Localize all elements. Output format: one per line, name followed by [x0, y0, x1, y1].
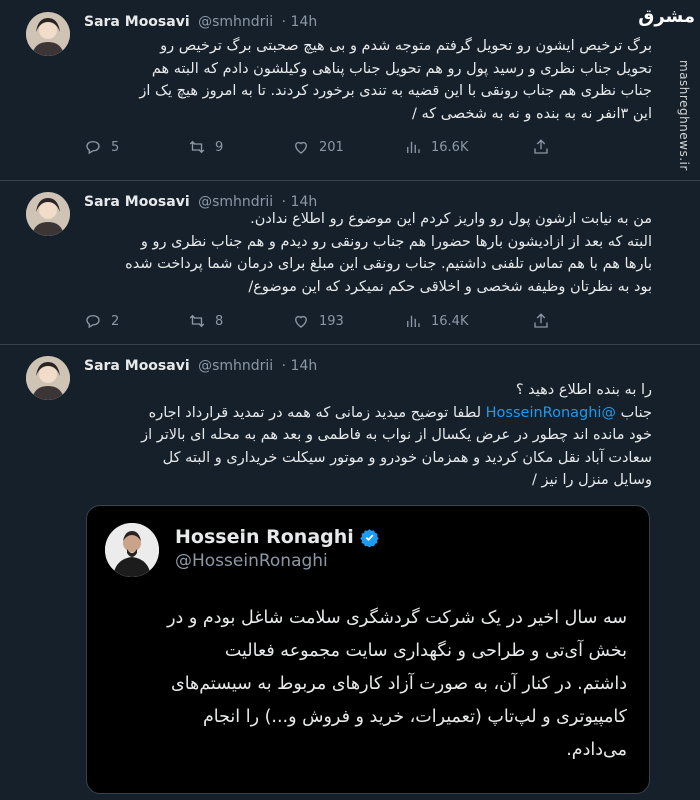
tweet-text [84, 208, 652, 298]
views-button[interactable] [404, 138, 468, 156]
reply-icon [84, 138, 102, 156]
quoted-line: داشتم. در کنار آن، به صورت آزاد کارهای مربوط به سیستم‌های [171, 674, 627, 694]
tweet-line: را به بنده اطلاع دهید ؟ [515, 382, 652, 398]
verified-icon [360, 528, 379, 547]
author-handle[interactable]: @smhndrii [198, 14, 274, 30]
tweet-line: سعادت آباد نقل مکان کردید و همزمان خودرو و موتور سیکلت خریداری و البته کل [162, 449, 652, 466]
tweet-time[interactable]: · 14h [281, 194, 318, 210]
tweet-line [84, 402, 652, 425]
tweet-line: البته که بعد از ازادیشون بارها حضورا هم جناب رونقی رو دیدم و هم جناب نظری رو و [140, 233, 652, 250]
quoted-line: می‌دادم. [566, 740, 627, 760]
tweet-line: وسایل منزل را نیز / [531, 472, 652, 488]
quoted-author-name[interactable] [175, 526, 379, 548]
author-handle[interactable]: @smhndrii [198, 358, 274, 374]
views-icon [404, 138, 422, 156]
tweet-line: این ۳انفر نه به بنده و نه به شخصی که / [412, 105, 652, 122]
tweet-time[interactable]: · 14h [281, 14, 318, 30]
watermark-site: mashreghnews.ir [677, 60, 691, 171]
retweet-icon [188, 138, 206, 156]
like-count: 193 [319, 313, 344, 329]
author-name[interactable]: Sara Moosavi [84, 194, 190, 210]
tweet-text-segment: جناب [615, 404, 652, 421]
tweet-time[interactable]: · 14h [281, 358, 318, 374]
quoted-line: سه سال اخیر در یک شرکت گردشگری سلامت شاغل بودم و در [167, 608, 627, 628]
reply-button[interactable] [84, 138, 119, 156]
tweet-text-segment: لطفا توضیح میدید زمانی که همه در تمدید قرارداد اجاره [148, 404, 486, 421]
retweet-button[interactable] [188, 138, 223, 156]
tweet-text [84, 379, 652, 492]
quoted-line: کامپیوتری و لپ‌تاپ (تعمیرات، خرید و فروش و...) را انجام [202, 707, 627, 727]
author-handle[interactable]: @smhndrii [198, 194, 274, 210]
quoted-tweet-card[interactable] [86, 505, 650, 794]
views-icon [404, 312, 422, 330]
avatar[interactable] [26, 12, 70, 56]
author-name[interactable]: Sara Moosavi [84, 358, 190, 374]
share-icon [532, 312, 550, 330]
quoted-line: بخش آی‌تی و طراحی و نگهداری سایت مجموعه فعالیت [224, 641, 627, 661]
views-button[interactable] [404, 312, 468, 330]
tweet-1[interactable] [0, 0, 700, 181]
share-icon [532, 138, 550, 156]
mention-link[interactable]: @HosseinRonaghi [485, 404, 616, 421]
like-icon [292, 312, 310, 330]
tweet-2[interactable] [0, 180, 700, 345]
avatar[interactable] [26, 356, 70, 400]
tweet-line: من به نیابت ازشون پول رو واریز کردم این موضوع رو اطلاع ندادن. [250, 211, 652, 227]
share-button[interactable] [532, 312, 550, 330]
quoted-author-handle[interactable]: @HosseinRonaghi [175, 551, 328, 571]
avatar[interactable] [26, 192, 70, 236]
author-name[interactable]: Sara Moosavi [84, 14, 190, 30]
like-button[interactable] [292, 312, 344, 330]
quoted-avatar[interactable] [105, 523, 159, 577]
retweet-icon [188, 312, 206, 330]
tweet-line: بارها هم با هم تماس تلفنی داشتیم. جناب رونقی این مبلغ برای درمان شما پرداخت شده [125, 256, 652, 272]
tweet-line: خود مانده اند چطور در عرض یکسال از نواب به فاطمی و بعد هم به محله ای بالاتر از [141, 427, 652, 443]
tweet-line: تحویل جناب نظری و رسید پول رو هم تحویل جناب پناهی وکیلشون دادم که البته هم [151, 60, 652, 77]
reply-icon [84, 312, 102, 330]
like-button[interactable] [292, 138, 344, 156]
share-button[interactable] [532, 138, 550, 156]
retweet-button[interactable] [188, 312, 223, 330]
watermark-logo: مشرق [638, 6, 695, 27]
like-icon [292, 138, 310, 156]
retweet-count: 8 [215, 313, 224, 329]
tweet-actions [84, 138, 554, 158]
views-count: 16.6K [431, 139, 469, 155]
like-count: 201 [319, 139, 344, 155]
tweet-line: بود به نظرتان وظیفه شخصی و اخلاقی حکم نمیکرد که این موضوع/ [248, 278, 652, 295]
quoted-tweet-text [107, 602, 627, 767]
tweet-header [84, 358, 317, 374]
tweet-line: جناب نظری هم جناب رونقی با این قضیه به تندی برخورد کردند. تا به امروز هیچ یک از [139, 83, 652, 99]
reply-button[interactable] [84, 312, 119, 330]
views-count: 16.4K [431, 313, 469, 329]
reply-count: 5 [111, 139, 120, 155]
tweet-header [84, 14, 317, 30]
tweet-line: برگ ترخیص ایشون رو تحویل گرفتم متوجه شدم و بی هیچ صحبتی برگ ترخیص رو [160, 38, 652, 54]
quoted-author-name-text: Hossein Ronaghi [175, 526, 354, 548]
retweet-count: 9 [215, 139, 224, 155]
reply-count: 2 [111, 313, 120, 329]
tweet-text [84, 35, 652, 125]
tweet-actions [84, 312, 554, 332]
